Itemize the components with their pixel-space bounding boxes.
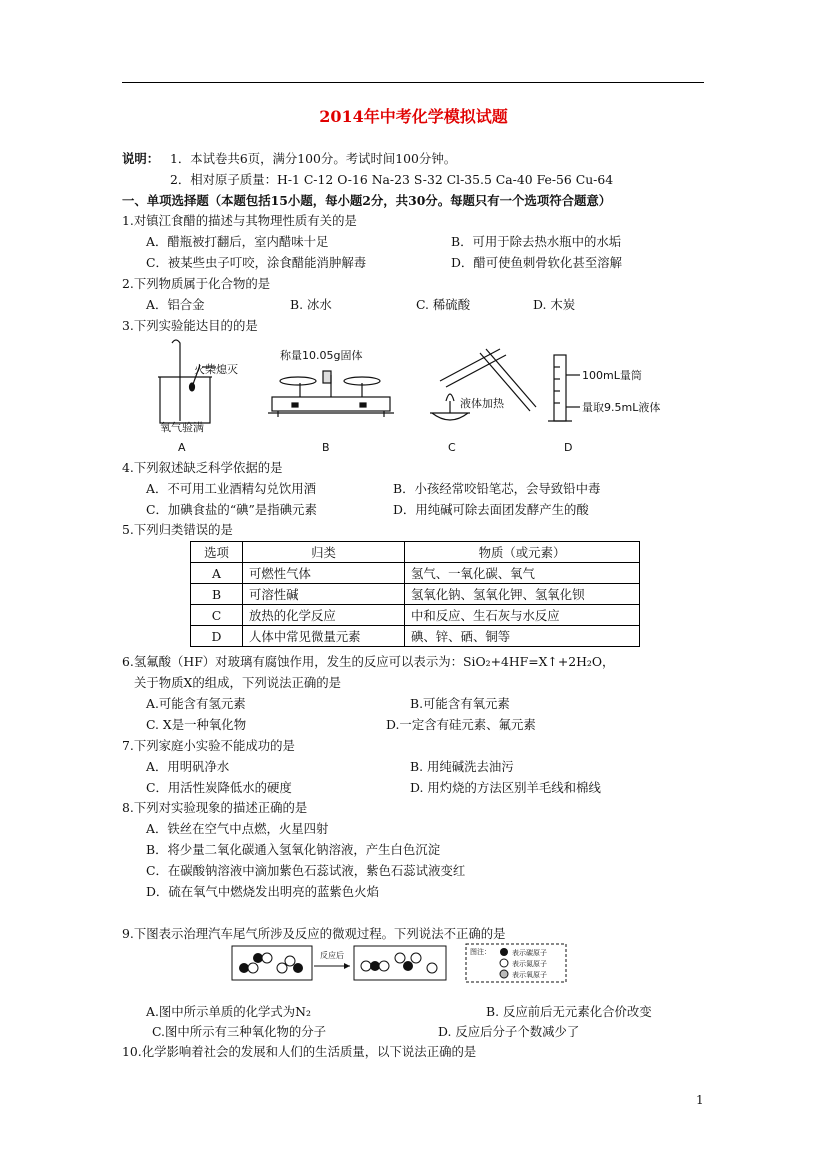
figure-b-letter: B (322, 441, 330, 454)
reaction-before-box (232, 946, 312, 980)
q8-option-c: C．在碳酸钠溶液中滴加紫色石蕊试液，紫色石蕊试液变红 (146, 863, 466, 878)
page-title: 2014年中考化学模拟试题 (319, 107, 508, 126)
figure-c-label: 液体加热 (460, 397, 504, 410)
q4-option-a: A．不可用工业酒精勾兑饮用酒 (146, 481, 317, 496)
figure-b-balance (268, 371, 394, 417)
q4-option-c: C．加碘食盐的“碘”是指碘元素 (146, 502, 317, 517)
table-cell: 放热的化学反应 (243, 605, 405, 626)
q6-option-a: A.可能含有氢元素 (146, 696, 246, 711)
q9-option-b: B. 反应前后无元素化合价改变 (486, 1004, 652, 1019)
q5-classification-table (190, 541, 640, 647)
page-number: 1 (696, 1093, 704, 1107)
q8-option-d: D．硫在氧气中燃烧发出明亮的蓝紫色火焰 (146, 884, 379, 899)
q3-apparatus-figure (150, 335, 680, 457)
q4-stem: 4.下列叙述缺乏科学依据的是 (122, 460, 283, 475)
q4-option-d: D．用纯碱可除去面团发酵产生的酸 (393, 502, 589, 517)
q10-stem: 10.化学影响着社会的发展和人们的生活质量，以下说法正确的是 (122, 1044, 477, 1059)
q1-option-d: D．醋可使鱼刺骨软化甚至溶解 (451, 255, 623, 270)
q8-stem: 8.下列对实验现象的描述正确的是 (122, 800, 308, 815)
figure-a-letter: A (178, 441, 186, 454)
table-cell: 氢氧化钠、氢氧化钾、氢氧化钡 (405, 584, 640, 605)
table-cell: 氢气、一氧化碳、氧气 (405, 563, 640, 584)
instructions-line-1: 1．本试卷共6页，满分100分。考试时间100分钟。 (170, 151, 457, 166)
q1-option-c: C．被某些虫子叮咬，涂食醋能消肿解毒 (146, 255, 367, 270)
q8-option-b: B．将少量二氧化碳通入氢氧化钠溶液，产生白色沉淀 (146, 842, 441, 857)
q6-stem-continued: 关于物质X的组成，下列说法正确的是 (134, 675, 342, 690)
figure-d-cylinder (548, 355, 580, 421)
q1-option-a: A．醋瓶被打翻后，室内醋味十足 (146, 234, 329, 249)
q7-option-c: C．用活性炭降低水的硬度 (146, 780, 292, 795)
q7-option-d: D. 用灼烧的方法区别羊毛线和棉线 (410, 780, 601, 795)
instructions-label: 说明： (122, 151, 160, 166)
legend-nitrogen: 表示氮原子 (512, 960, 547, 968)
q2-stem: 2.下列物质属于化合物的是 (122, 276, 271, 291)
table-cell: 可燃性气体 (243, 563, 405, 584)
table-header-row (191, 542, 640, 563)
figure-a-caption: 氧气验满 (160, 421, 204, 434)
q1-stem: 1.对镇江食醋的描述与其物理性质有关的是 (122, 213, 357, 228)
figure-b-label: 称量10.05g固体 (280, 349, 363, 362)
table-header-cell: 归类 (243, 542, 405, 563)
table-cell: D (191, 626, 243, 647)
table-row (191, 626, 640, 647)
table-header-cell: 物质（或元素） (405, 542, 640, 563)
q6-option-c: C. X是一种氧化物 (146, 717, 247, 732)
q9-option-d: D. 反应后分子个数减少了 (438, 1024, 580, 1039)
q7-stem: 7.下列家庭小实验不能成功的是 (122, 738, 295, 753)
figure-c-letter: C (448, 441, 456, 454)
figure-d-label-1: 100mL量筒 (582, 369, 642, 382)
q2-option-a: A．铝合金 (146, 297, 205, 312)
q4-option-b: B．小孩经常咬铅笔芯，会导致铅中毒 (393, 481, 601, 496)
q1-option-b: B．可用于除去热水瓶中的水垢 (451, 234, 622, 249)
legend-oxygen: 表示氧原子 (512, 971, 547, 979)
figure-a-gas-jar (158, 340, 216, 423)
q9-option-c: C.图中所示有三种氧化物的分子 (152, 1024, 327, 1039)
table-cell: B (191, 584, 243, 605)
table-cell: 可溶性碱 (243, 584, 405, 605)
header-rule (122, 82, 704, 83)
q2-option-c: C. 稀硫酸 (416, 297, 471, 312)
legend-title: 图注： (470, 948, 491, 956)
table-row (191, 584, 640, 605)
q9-option-a: A.图中所示单质的化学式为N₂ (146, 1004, 311, 1019)
q8-option-a: A．铁丝在空气中点燃，火星四射 (146, 821, 329, 836)
reaction-arrow (314, 963, 350, 969)
table-cell: 人体中常见微量元素 (243, 626, 405, 647)
q7-option-a: A．用明矾净水 (146, 759, 230, 774)
table-cell: C (191, 605, 243, 626)
table-cell: 中和反应、生石灰与水反应 (405, 605, 640, 626)
reaction-after-box (354, 946, 446, 980)
figure-a-label: 火柴熄灭 (194, 363, 238, 376)
q9-reaction-figure (232, 944, 572, 984)
q3-stem: 3.下列实验能达目的的是 (122, 318, 258, 333)
table-row (191, 605, 640, 626)
figure-d-letter: D (564, 441, 573, 454)
table-cell: A (191, 563, 243, 584)
q6-option-d: D.一定含有硅元素、氟元素 (386, 717, 536, 732)
q2-option-b: B. 冰水 (290, 297, 332, 312)
reaction-legend (466, 944, 566, 982)
legend-carbon: 表示碳原子 (512, 949, 547, 957)
figure-d-label-2: 量取9.5mL液体 (582, 401, 661, 414)
section-heading: 一、单项选择题（本题包括15小题，每小题2分，共30分。每题只有一个选项符合题意） (122, 193, 612, 208)
q6-option-b: B.可能含有氧元素 (410, 696, 510, 711)
q7-option-b: B. 用纯碱洗去油污 (410, 759, 514, 774)
q6-stem: 6.氢氟酸（HF）对玻璃有腐蚀作用，发生的反应可以表示为：SiO₂+4HF=X↑+2H₂O， (122, 654, 615, 669)
table-cell: 碘、锌、硒、铜等 (405, 626, 640, 647)
table-header-cell: 选项 (191, 542, 243, 563)
q2-option-d: D. 木炭 (533, 297, 576, 312)
reaction-arrow-label: 反应后 (320, 951, 344, 960)
instructions-line-2: 2．相对原子质量：H-1 C-12 O-16 Na-23 S-32 Cl-35.5 Ca-40 Fe-56 Cu-64 (170, 172, 614, 187)
q9-stem: 9.下图表示治理汽车尾气所涉及反应的微观过程。下列说法不正确的是 (122, 926, 506, 941)
table-row (191, 563, 640, 584)
q5-stem: 5.下列归类错误的是 (122, 522, 233, 537)
